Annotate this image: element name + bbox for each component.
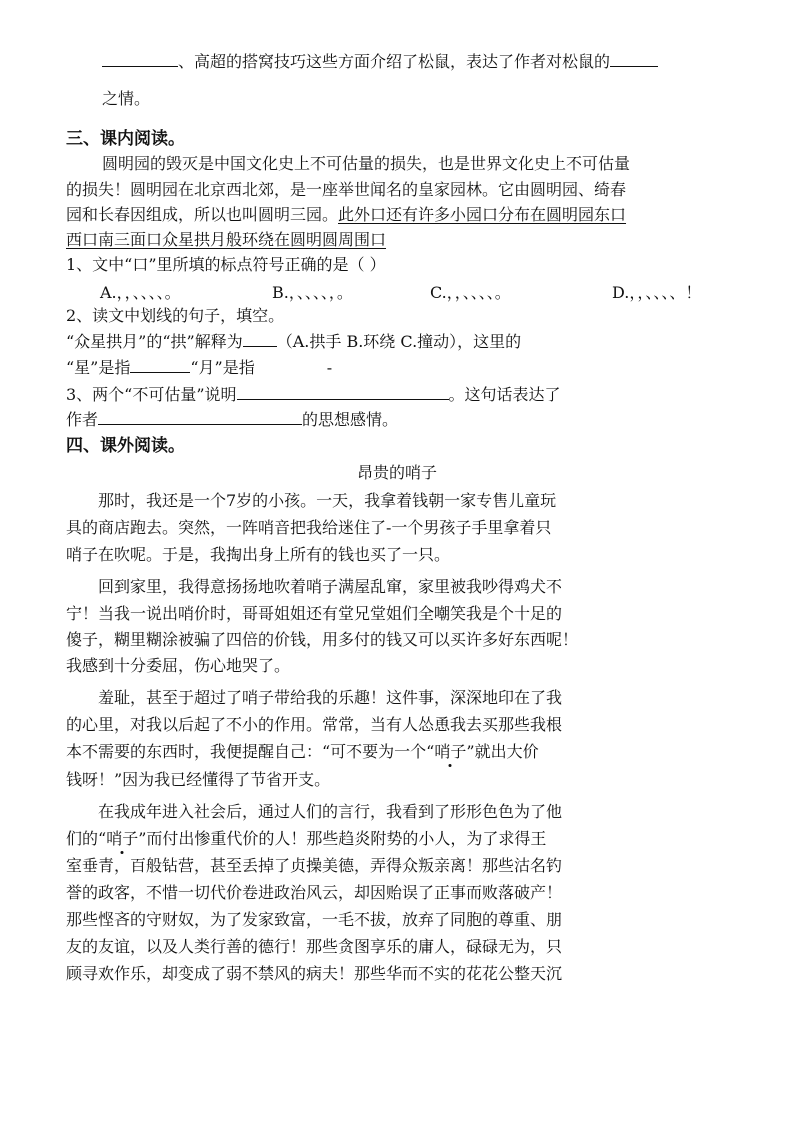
option-a[interactable]: A.，，、、、、。 <box>100 283 181 302</box>
story-line: 本不需要的东西时，我便提醒自己：“可不要为一个“哨子”就出大价 <box>66 742 539 761</box>
section-three-heading: 三、课内阅读。 <box>66 129 185 149</box>
story-line: 誉的政客，不惜一切代价卷进政治风云，却因贻误了正事而败落破产！ <box>66 883 563 902</box>
story-line: 钱呀！”因为我已经懂得了节省开支。 <box>66 770 331 789</box>
question-3-line-2: 作者 的思想感情。 <box>66 410 399 429</box>
section-two-line-1: 、高超的搭窝技巧这些方面介绍了松鼠，表达了作者对松鼠的 <box>102 51 658 72</box>
underlined-sentence: 此外口还有许多小园口分布在圆明园东口 <box>338 205 627 224</box>
story-line: 具的商店跑去。突然，一阵哨音把我给迷住了-一个男孩子手里拿着只 <box>66 518 552 537</box>
question-1: 1、文中“口”里所填的标点符号正确的是（ ） <box>66 255 386 274</box>
answer-blank[interactable] <box>98 409 302 425</box>
story-line: 那些悭吝的守财奴，为了发家致富，一毛不拔，放弃了同胞的尊重、朋 <box>66 910 563 929</box>
story-line: 室垂青，百般钻营，甚至丢掉了贞操美德，弄得众叛亲离！那些沽名钓 <box>66 856 563 875</box>
answer-blank[interactable] <box>610 51 658 67</box>
question-2: 2、读文中划线的句子，填空。 <box>66 306 285 325</box>
answer-blank[interactable] <box>237 384 449 400</box>
story-line: 友的友谊，以及人类行善的德行！那些贪图享乐的庸人，碌碌无为，只 <box>66 937 563 956</box>
question-2-line-2: “星”是指 “月”是指 - <box>66 358 333 377</box>
story-line: 那时，我还是一个7岁的小孩。一天，我拿着钱朝一家专售儿童玩 <box>98 491 557 510</box>
story-line: 宁！当我一说出哨价时，哥哥姐姐还有堂兄堂姐们全嘲笑我是个十足的 <box>66 604 563 623</box>
underlined-sentence: 西口南三面口众星拱月般环绕在圆明圆周围口 <box>66 230 387 249</box>
emphasized-word: 哨子 <box>434 742 467 761</box>
story-line: 我感到十分委屈，伤心地哭了。 <box>66 656 291 675</box>
story-line: 回到家里，我得意扬扬地吹着哨子满屋乱窜，家里被我吵得鸡犬不 <box>98 577 563 596</box>
story-line: 顾寻欢作乐，却变成了弱不禁风的病夫！那些华而不实的花花公整天沉 <box>66 964 563 983</box>
story-line: 哨子在吹呢。于是，我掏出身上所有的钱也买了一只。 <box>66 545 451 564</box>
emphasized-word: 哨子 <box>106 829 139 848</box>
passage-line: 园和长春因组成，所以也叫圆明三园。此外口还有许多小园口分布在圆明园东口 <box>66 205 627 224</box>
passage-line: 的损失！圆明园在北京西北郊，是一座举世闻名的皇家园林。它由圆明园、绮春 <box>66 180 627 199</box>
story-line: 羞耻，甚至于超过了哨子带给我的乐趣！这件事，深深地印在了我 <box>98 688 563 707</box>
story-title: 昂贵的哨子 <box>356 463 437 482</box>
section-four-heading: 四、课外阅读。 <box>66 436 185 456</box>
section-two-line-2: 之情。 <box>102 89 151 108</box>
passage-line: 圆明园的毁灭是中国文化史上不可估量的损失，也是世界文化史上不可估量 <box>102 154 631 173</box>
answer-blank[interactable] <box>243 331 277 347</box>
option-d[interactable]: D.，，、、、、！ <box>612 283 702 302</box>
answer-blank[interactable] <box>130 357 190 373</box>
question-2-line-1: “众星拱月”的“拱”解释为 （A.拱手 B.环绕 C.撞动），这里的 <box>66 332 522 351</box>
story-line: 在我成年进入社会后，通过人们的言行，我看到了形形色色为了他 <box>98 802 563 821</box>
story-line: 的心里，对我以后起了不小的作用。常常，当有人怂恿我去买那些我根 <box>66 715 563 734</box>
question-3-line-1: 3、两个“不可估量”说明 。这句话表达了 <box>66 385 561 404</box>
story-line: 傻子，糊里糊涂被骗了四倍的价钱，用多付的钱又可以买许多好东西呢！ <box>66 630 579 649</box>
option-b[interactable]: B.，、、、、，。 <box>272 283 353 302</box>
answer-blank[interactable] <box>102 51 178 67</box>
option-c[interactable]: C.，，、、、、。 <box>430 283 511 302</box>
story-line: 们的“哨子”而付出惨重代价的人！那些趋炎附势的小人，为了求得王 <box>66 829 547 848</box>
